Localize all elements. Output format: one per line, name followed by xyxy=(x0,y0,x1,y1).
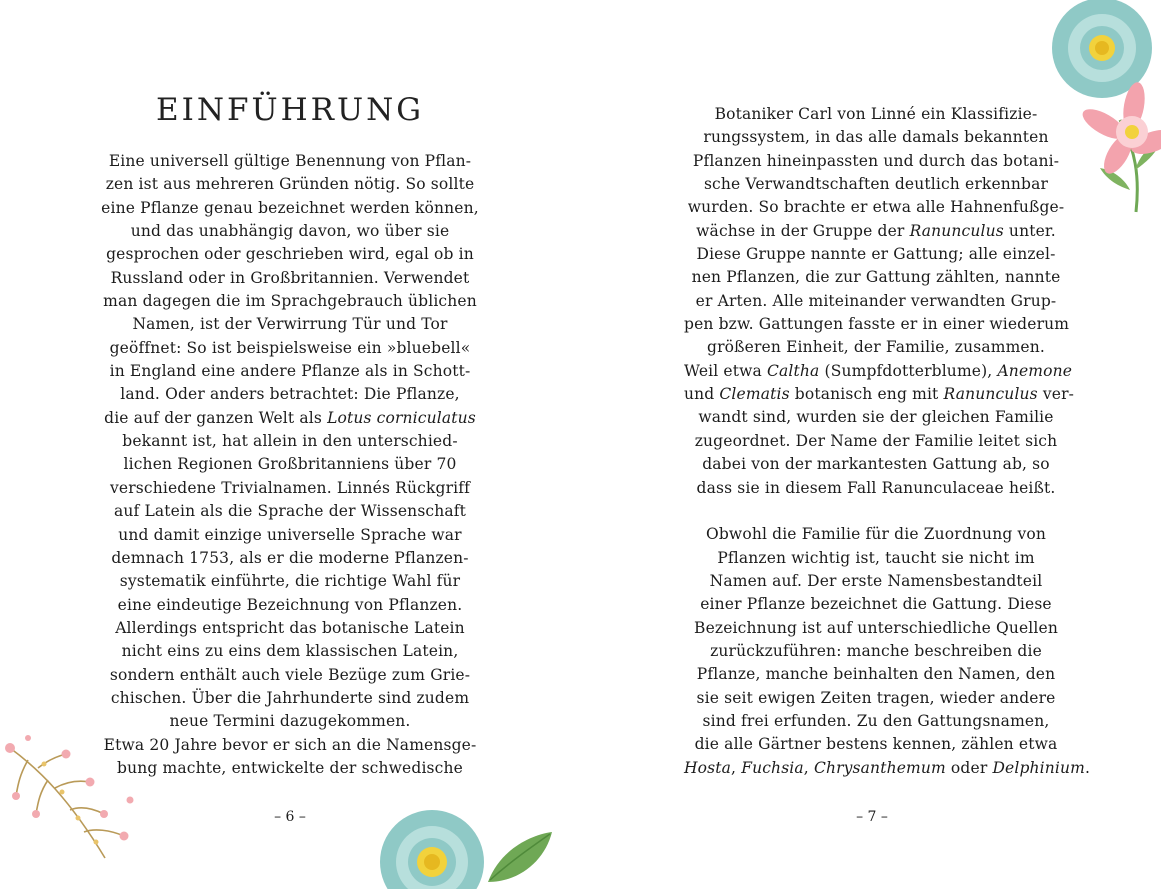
text-segment: , xyxy=(731,758,742,777)
text-segment: ver- xyxy=(1037,385,1075,404)
text-segment: Etwa 20 Jahre bevor er sich an die Namensge- xyxy=(103,735,477,754)
text-line xyxy=(684,243,1068,266)
text-line xyxy=(100,383,480,406)
italic-taxon: Caltha xyxy=(767,361,820,380)
text-line xyxy=(100,547,480,570)
text-segment: bung machte, entwickelte der schwedische xyxy=(117,758,463,777)
text-line xyxy=(100,570,480,593)
text-segment: und das unabhängig davon, wo über sie xyxy=(130,222,450,241)
text-segment: wandt sind, wurden sie der gleichen Familie xyxy=(698,408,1054,427)
text-segment: neue Termini dazugekommen. xyxy=(169,712,411,731)
text-segment: die alle Gärtner bestens kennen, zählen etwa xyxy=(694,735,1058,754)
text-line xyxy=(684,430,1068,453)
text-segment: Pflanze, manche beinhalten den Namen, den xyxy=(696,665,1056,684)
text-segment: Russland oder in Großbritannien. Verwendet xyxy=(110,268,470,287)
text-line xyxy=(684,710,1068,733)
text-segment: er Arten. Alle miteinander verwandten Grup- xyxy=(695,291,1057,310)
text-line xyxy=(100,757,480,780)
text-segment: gesprochen oder geschrieben wird, egal ob in xyxy=(106,245,474,264)
text-segment: bekannt ist, hat allein in den unterschied- xyxy=(122,432,458,451)
text-line xyxy=(100,710,480,733)
text-line xyxy=(100,524,480,547)
text-segment: (Sumpfdotterblume), xyxy=(819,361,998,380)
text-line xyxy=(100,337,480,360)
right-body-text xyxy=(684,103,1091,780)
italic-taxon: Anemone xyxy=(997,361,1073,380)
text-line xyxy=(100,197,480,220)
text-segment: Botaniker Carl von Linné ein Klassifizie- xyxy=(714,105,1038,123)
text-segment: auf Latein als die Sprache der Wissenschaft xyxy=(113,502,467,521)
text-segment: sind frei erfunden. Zu den Gattungsnamen, xyxy=(702,711,1050,730)
text-line xyxy=(684,570,1068,593)
text-line xyxy=(684,640,1068,663)
text-segment: eine Pflanze genau bezeichnet werden können, xyxy=(101,198,479,217)
text-segment: oder xyxy=(945,758,993,777)
text-line xyxy=(684,663,1068,686)
text-segment: einer Pflanze bezeichnet die Gattung. Diese xyxy=(700,595,1052,614)
text-line xyxy=(684,453,1068,476)
left-body-text xyxy=(100,150,480,780)
text-segment: Diese Gruppe nannte er Gattung; alle einzel- xyxy=(696,245,1056,264)
text-line xyxy=(684,523,1068,546)
text-segment: Bezeichnung ist auf unterschiedliche Quellen xyxy=(694,618,1058,637)
text-segment: zugeordnet. Der Name der Familie leitet sich xyxy=(694,431,1058,450)
text-segment: rungssystem, in das alle damals bekannten xyxy=(703,128,1049,147)
italic-taxon: Ranunculus xyxy=(909,221,1004,240)
text-line xyxy=(100,267,480,290)
text-segment: wächse in der Gruppe der xyxy=(696,221,910,240)
pink-lily-flower-icon xyxy=(1082,82,1161,182)
text-segment: dass sie in diesem Fall Ranunculaceae heißt. xyxy=(696,478,1056,497)
page-title: EINFÜHRUNG xyxy=(155,92,425,128)
text-segment: zen ist aus mehreren Gründen nötig. So sollte xyxy=(105,175,475,194)
text-line xyxy=(684,220,1068,243)
text-segment: sche Verwandtschaften deutlich erkennbar xyxy=(703,175,1049,194)
text-segment: lichen Regionen Großbritanniens über 70 xyxy=(123,455,457,474)
text-line xyxy=(100,430,480,453)
text-line xyxy=(100,220,480,243)
text-line xyxy=(684,313,1068,336)
text-segment: und xyxy=(684,385,720,404)
text-line xyxy=(684,477,1068,500)
text-segment: nen Pflanzen, die zur Gattung zählten, nannte xyxy=(691,268,1061,287)
text-line xyxy=(684,360,1073,383)
text-line xyxy=(100,453,480,476)
text-line xyxy=(684,617,1068,640)
text-segment: unter. xyxy=(1003,221,1056,240)
text-line xyxy=(684,173,1068,196)
text-line xyxy=(100,617,480,640)
text-line xyxy=(100,477,480,500)
text-line xyxy=(100,500,480,523)
italic-taxon: Lotus corniculatus xyxy=(327,408,476,427)
leaf-icon xyxy=(380,790,560,889)
text-line xyxy=(684,290,1068,313)
text-segment: nicht eins zu eins dem klassischen Latein, xyxy=(121,642,459,661)
text-line xyxy=(100,664,480,687)
text-segment: Pflanzen hineinpassten und durch das botani- xyxy=(692,151,1060,170)
text-line xyxy=(684,336,1068,359)
text-segment: demnach 1753, als er die moderne Pflanzen- xyxy=(111,548,469,567)
text-segment: man dagegen die im Sprachgebrauch üblichen xyxy=(103,292,477,311)
text-segment: zurückzuführen: manche beschreiben die xyxy=(710,641,1042,660)
text-segment: in England eine andere Pflanze als in Schott- xyxy=(109,362,471,381)
text-segment: größeren Einheit, der Familie, zusammen. xyxy=(707,338,1045,357)
text-line xyxy=(100,687,480,710)
text-line xyxy=(684,383,1075,406)
text-segment: dabei von der markantesten Gattung ab, so xyxy=(702,455,1050,474)
page-number-right: – 7 – xyxy=(856,809,888,825)
text-line xyxy=(100,594,480,617)
text-line xyxy=(684,593,1068,616)
text-line xyxy=(684,733,1068,756)
text-line xyxy=(684,266,1068,289)
text-segment: sie seit ewigen Zeiten tragen, wieder andere xyxy=(696,688,1056,707)
text-line xyxy=(684,103,1068,126)
text-segment: verschiedene Trivialnamen. Linnés Rückgriff xyxy=(109,478,471,497)
text-segment: pen bzw. Gattungen fasste er in einer wiederum xyxy=(684,315,1070,334)
dried-wildflower-sprig-icon xyxy=(0,730,150,865)
text-segment: Weil etwa xyxy=(684,361,768,380)
text-segment: . xyxy=(1085,758,1091,777)
left-page xyxy=(0,0,580,889)
text-line xyxy=(100,640,480,663)
text-segment: Eine universell gültige Benennung von Pflan- xyxy=(108,152,472,170)
text-segment: systematik einführte, die richtige Wahl für xyxy=(119,572,461,591)
text-line xyxy=(684,196,1068,219)
text-segment: Obwohl die Familie für die Zuordnung von xyxy=(705,525,1046,544)
text-segment: geöffnet: So ist beispielsweise ein »bluebell« xyxy=(109,338,471,357)
text-segment: Pflanzen wichtig ist, taucht sie nicht im xyxy=(717,548,1035,567)
italic-taxon: Hosta xyxy=(684,758,732,777)
italic-taxon: Clematis xyxy=(719,385,790,404)
text-line xyxy=(100,243,480,266)
text-segment: eine eindeutige Bezeichnung von Pflanzen. xyxy=(117,595,463,614)
text-line xyxy=(100,734,480,757)
text-line xyxy=(684,126,1068,149)
text-line xyxy=(100,150,480,173)
text-segment: wurden. So brachte er etwa alle Hahnenfußge- xyxy=(687,198,1065,217)
text-segment: , xyxy=(803,758,814,777)
text-segment: Namen, ist der Verwirrung Tür und Tor xyxy=(132,315,448,334)
text-line xyxy=(684,406,1068,429)
text-segment: chischen. Über die Jahrhunderte sind zudem xyxy=(110,688,470,707)
text-segment: und damit einzige universelle Sprache war xyxy=(118,525,462,544)
text-segment: sondern enthält auch viele Bezüge zum Grie- xyxy=(109,665,471,684)
text-segment: die auf der ganzen Welt als xyxy=(104,408,328,427)
text-line xyxy=(684,757,1091,780)
text-segment: botanisch eng mit xyxy=(789,385,944,404)
text-segment: Allerdings entspricht das botanische Latein xyxy=(115,618,465,637)
page-number-left: – 6 – xyxy=(274,809,306,825)
paragraph-gap xyxy=(684,500,1068,523)
italic-taxon: Chrysanthemum xyxy=(813,758,946,777)
text-line xyxy=(684,687,1068,710)
text-line xyxy=(100,173,480,196)
italic-taxon: Ranunculus xyxy=(943,385,1038,404)
text-segment: land. Oder anders betrachtet: Die Pflanze, xyxy=(120,385,460,404)
text-line xyxy=(100,407,480,430)
text-line xyxy=(100,360,480,383)
text-line xyxy=(684,150,1068,173)
text-line xyxy=(100,290,480,313)
text-line xyxy=(684,547,1068,570)
italic-taxon: Fuchsia xyxy=(741,758,804,777)
italic-taxon: Delphinium xyxy=(992,758,1085,777)
text-line xyxy=(100,313,480,336)
text-segment: Namen auf. Der erste Namensbestandteil xyxy=(709,571,1043,590)
